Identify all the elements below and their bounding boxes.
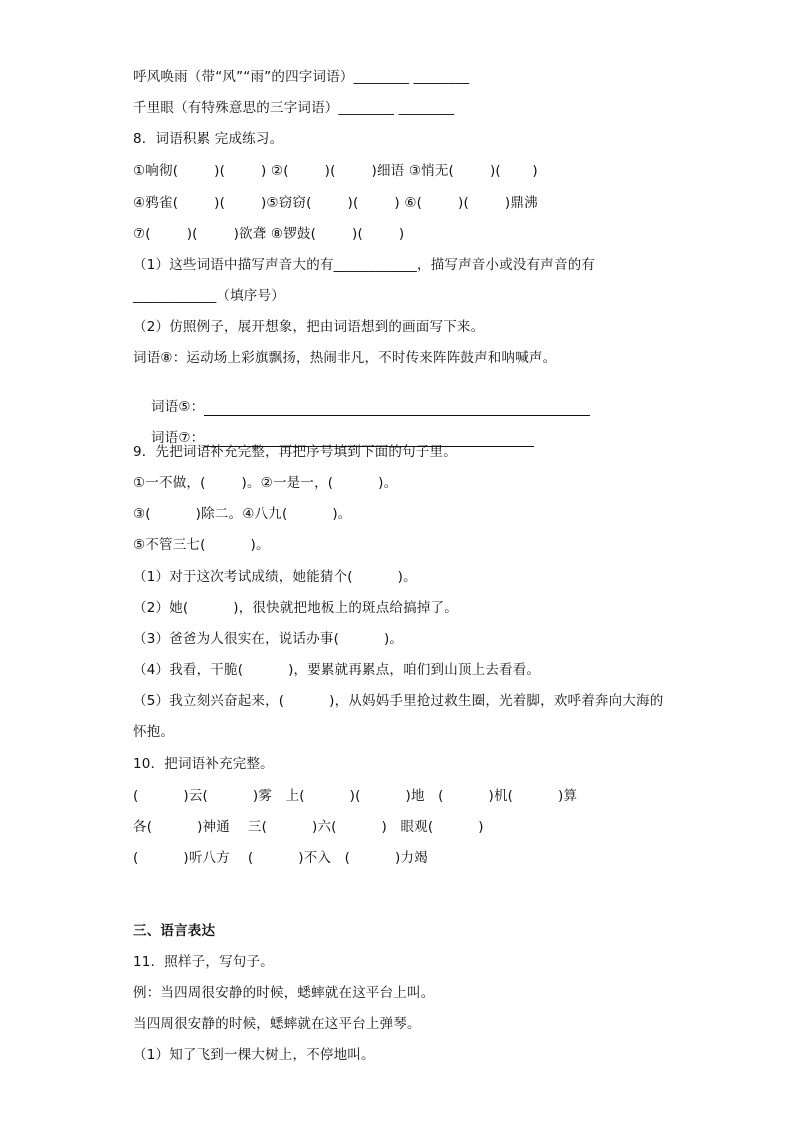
q11-example: 例：当四周很安静的时候，蟋蟀就在这平台上叫。 [133, 985, 435, 1001]
q10-items-row-2: 各( )神通 三( )六( ) 眼观( ) [133, 819, 484, 835]
question-8-title: 8．词语积累 完成练习。 [133, 131, 284, 147]
q10-items-row-3: ( )听八方 ( )不入 ( )力竭 [133, 850, 428, 866]
q8-items-row-1: ①响彻( )( ) ②( )( )细语 ③悄无( )( ) [133, 163, 538, 179]
q11-example-rewrite: 当四周很安静的时候，蟋蟀就在这平台上弹琴。 [133, 1016, 421, 1032]
q9-items-row-2: ③( )除二。④八九( )。 [133, 506, 352, 522]
q9-sentence-5-cont: 怀抱。 [133, 724, 175, 740]
clairvoyant-prompt: 千里眼（有特殊意思的三字词语）________ ________ [133, 100, 455, 116]
q9-sentence-3: （3）爸爸为人很实在，说话办事( )。 [133, 631, 404, 647]
q8-subquestion-1: （1）这些词语中描写声音大的有____________，描写声音小或没有声音的有 [133, 257, 596, 273]
question-9-title: 9．先把词语补充完整，再把序号填到下面的句子里。 [133, 444, 457, 460]
idiom-wind-rain-prompt: 呼风唤雨（带“风”“雨”的四字词语）________ ________ [133, 69, 470, 85]
q8-items-row-2: ④鸦雀( )( )⑤窃窃( )( ) ⑥( )( )鼎沸 [133, 195, 538, 211]
q9-sentence-4: （4）我看，干脆( )，要累就再累点，咱们到山顶上去看看。 [133, 662, 541, 678]
q8-items-row-3: ⑦( )( )欲聋 ⑧锣鼓( )( ) [133, 226, 405, 242]
q9-sentence-2: （2）她( )，很快就把地板上的斑点给搞掉了。 [133, 600, 458, 616]
q11-subquestion-1: （1）知了飞到一棵大树上，不停地叫。 [133, 1047, 375, 1063]
q9-items-row-1: ①一不做，( )。②一是一，( )。 [133, 475, 398, 491]
q9-sentence-1: （1）对于这次考试成绩，她能猜个( )。 [133, 569, 417, 585]
q8-example: 词语⑧：运动场上彩旗飘扬，热闹非凡，不时传来阵阵鼓声和呐喊声。 [133, 350, 557, 366]
q10-items-row-1: ( )云( )雾 上( )( )地 ( )机( )算 [133, 788, 578, 804]
q9-sentence-5: （5）我立刻兴奋起来，( )，从妈妈手里抢过救生圈，光着脚，欢呼着奔向大海的 [133, 693, 664, 709]
q8-word5-label: 词语⑤： [150, 399, 205, 415]
q8-subquestion-1-cont: ____________（填序号） [133, 288, 285, 304]
question-10-title: 10．把词语补充完整。 [133, 756, 274, 772]
q8-word7-label: 词语⑦： [150, 430, 205, 446]
section-3-heading: 三、语言表达 [133, 923, 216, 939]
q9-items-row-3: ⑤不管三七( )。 [133, 537, 270, 553]
q8-subquestion-2: （2）仿照例子，展开想象，把由词语想到的画面写下来。 [133, 319, 485, 335]
question-11-title: 11．照样子，写句子。 [133, 954, 274, 970]
